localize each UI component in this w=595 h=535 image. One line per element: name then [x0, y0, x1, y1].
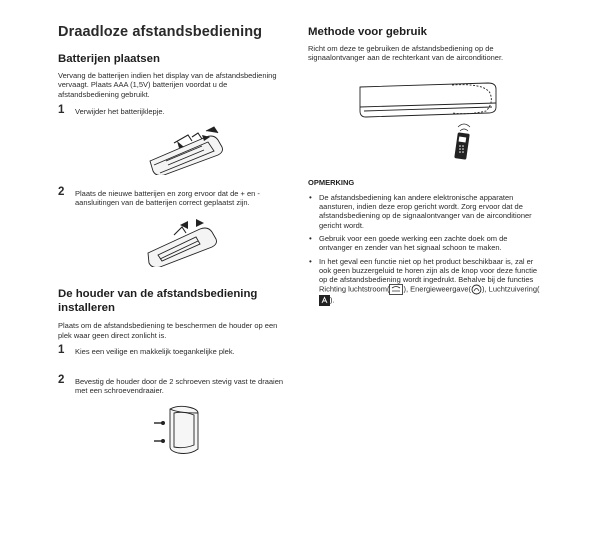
- step-text: Kies een veilige en makkelijk toegankelijke plek.: [75, 347, 235, 357]
- holder-heading: De houder van de afstandsbediening installeren: [58, 288, 258, 315]
- battery-step-1: [58, 104, 286, 117]
- holder-intro: Plaats om de afstandsbediening te beschermen de houder op een plek waar geen direct zonlicht is.: [58, 321, 278, 340]
- airflow-direction-icon: [389, 284, 403, 295]
- note-item: • Gebruik voor een goede werking een zachte doek om de ontvanger en zender van het signaal schoon te maken.: [308, 234, 542, 253]
- note-list: [308, 193, 542, 307]
- method-intro: Richt om deze te gebruiken de afstandsbediening op de signaalontvanger aan de rechterkant van de airconditioner.: [308, 44, 504, 63]
- energy-display-icon: [471, 284, 482, 295]
- step-number: 1: [58, 104, 65, 117]
- note-item-text: In het geval een functie niet op het product beschikbaar is, zal er ook geen buzzergeluid te horen zijn als de knop voor deze functie op de afstandsbediening wordt ingedrukt. Behalve bij de functies Richting luchtstroom(: [319, 256, 538, 294]
- air-purification-icon: [319, 295, 330, 306]
- remove-battery-cover-illustration: [144, 125, 234, 175]
- battery-step-2: [58, 185, 286, 208]
- aircon-remote-illustration: [356, 81, 506, 161]
- remote-holder-illustration: [154, 405, 214, 455]
- note-item-text: ), Energieweergave(: [403, 284, 471, 294]
- holder-step-2: [58, 373, 286, 396]
- step-text: Bevestig de houder door de 2 schroeven stevig vast te draaien met een schroevendraaier.: [75, 376, 284, 396]
- method-heading: Methode voor gebruik: [308, 26, 427, 38]
- left-column: [58, 22, 286, 455]
- page-title: Draadloze afstandsbediening: [58, 24, 263, 40]
- note-item: • De afstandsbediening kan andere elektronische apparaten aansturen, indien deze erop gericht wordt. Zorg ervoor dat de afstandsbediening op de signaalontvanger van de airconditioner gericht wordt.: [308, 193, 542, 230]
- step-text: Plaats de nieuwe batterijen en zorg ervoor dat de + en - aansluitingen van de batterijen correct geplaatst zijn.: [75, 188, 260, 208]
- note-item-text: ).: [330, 295, 335, 305]
- step-number: 2: [58, 373, 65, 386]
- insert-batteries-illustration: [144, 215, 224, 267]
- note-item: [308, 257, 542, 307]
- batteries-heading: Batterijen plaatsen: [58, 53, 160, 65]
- step-number: 2: [58, 185, 65, 198]
- step-text: Verwijder het batterijklepje.: [75, 107, 165, 117]
- note-title: OPMERKING: [308, 177, 355, 187]
- right-column: [308, 22, 542, 310]
- step-number: 1: [58, 344, 65, 357]
- batteries-intro: Vervang de batterijen indien het display van de afstandsbediening vervaagt. Plaats AAA (1,5V) batterijen voordat u de afstandsbediening gebruikt.: [58, 71, 277, 99]
- note-item-text: ), Luchtzuivering(: [482, 284, 540, 294]
- holder-step-1: [58, 344, 286, 357]
